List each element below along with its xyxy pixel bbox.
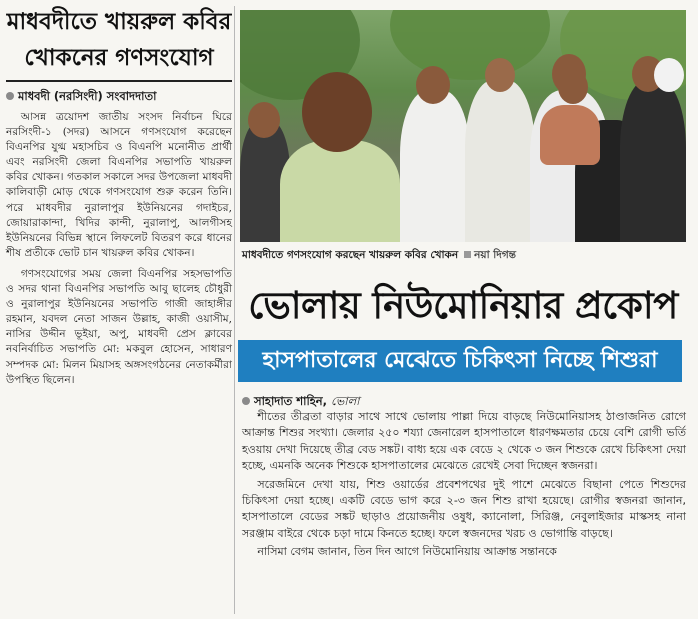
news-photo [240,10,686,242]
caption-text: মাধবদীতে গণসংযোগ করছেন খায়রুল কবির খোকন [242,249,459,261]
right-paragraph-3: নাসিমা বেগম জানান, তিন দিন আগে নিউমোনিয়ায় আক্রান্ত সন্তানকে [257,545,557,559]
left-headline: মাধবদীতে খায়রুল কবির খোকনের গণসংযোগ [6,8,232,71]
left-byline-text: মাধবদী (নরসিংদী) সংবাদদাতা [18,89,157,103]
subheadline-banner: হাসপাতালের মেঝেতে চিকিৎসা নিচ্ছে শিশুরা [238,340,682,382]
column-divider [234,6,235,614]
right-article-body [242,409,686,561]
bullet-icon [6,92,14,100]
headline-rule [6,80,232,82]
right-paragraph-1: শীতের তীব্রতা বাড়ার সাথে সাথে ভোলায় পাল্লা দিয়ে বাড়ছে নিউমোনিয়াসহ ঠাণ্ডাজনিত রোগে আক্রান্ত শিশুর সংখ্যা। জেলার ২৫০ শয্যা জেনারেল হাসপাতালে ধারণক্ষমতার চেয়ে বেশি রোগী ভর্তি হওয়ায় দেখা দিয়েছে তীব্র বেড সঙ্কট। বাধ্য হয়ে এক বেডে ২ থেকে ৩ জন শিশুকে রেখে চিকিৎসা দেয়া হচ্ছে, এমনকি অনেক শিশুকে হাসপাতালের মেঝেতে রেখেই সেবা দিচ্ছেন স্বজনরা। [242,410,686,473]
left-byline [6,88,232,107]
left-paragraph-1: আসন্ন ত্রয়োদশ জাতীয় সংসদ নির্বাচন ঘিরে নরসিংদী-১ (সদর) আসনে গণসংযোগ করেছেন বিএনপির যুগ্ম মহাসচিব ও বিএনপি মনোনীত প্রার্থী এবং নরসিংদী জেলা বিএনপির সভাপতি খায়রুল কবির খোকন। গতকাল সকালে সদর উপজেলা মাধবদী কালিবাড়ী মোড় থেকে গণসংযোগ শুরু করেন তিনি। পরে মাধবদীর নুরালাপুর ইউনিয়নের গদাইচর, জোয়ারাকান্দা, খিদির কান্দী, নুরালাপু, আলগীসহ ইউনিয়নের বিভিন্ন স্থানে লিফলেট বিতরণ করে ধানের শীষ প্রতীকে ভোট চান খায়রুল কবির খোকন। [6,111,232,259]
left-paragraph-2: গণসংযোগের সময় জেলা বিএনপির সহসভাপতি ও সদর থানা বিএনপির সভাপতি আবু ছালেহ চৌধুরী ও নুরালাপুর ইউনিয়নের সভাপতি গাজী জাহাঙ্গীর রহমান, যবদল নেতা সাজন উল্লাহ, কাজী ওয়াসীম, নাসির উদ্দীন ভূইয়া, অপু, মাধবদী প্রেস ক্লাবের নবনির্বাচিত সভাপতি মো: মকবুল হোসেন, সাধারণ সম্পদক মো: মিলন মিয়াসহ অঙ্গসংগঠনের নেতাকর্মীরা উপস্থিত ছিলেন। [6,267,232,386]
right-byline-name: সাহাদাত শাহিন, [254,394,328,408]
right-byline-place: ভোলা [331,394,360,408]
bullet-icon [242,397,250,405]
photo-source: নয়া দিগন্ত [474,249,516,261]
photo-caption [242,248,686,268]
square-bullet-icon [464,251,471,258]
left-article [6,4,232,616]
right-paragraph-2: সরেজমিনে দেখা যায়, শিশু ওয়ার্ডের প্রবেশপথের দুই পাশে মেঝেতে বিছানা পেতে শিশুদের চিকিৎসা দেয়া হচ্ছে। একটি বেডে ভাগ করে ২-৩ জন শিশু রাখা হয়েছে। রোগীর স্বজনরা জানান, হাসপাতালে বেডের সঙ্কট ছাড়াও প্রয়োজনীয় ওষুধ, ক্যানোলা, সিরিঞ্জ, নেবুলাইজার মাস্কসহ নানা সরঞ্জাম বাইরে থেকে চড়া দামে কিনতে হচ্ছে। ফলে স্বজনদের খরচ ও ভোগান্তি বাড়ছে। [242,477,686,540]
right-headline: ভোলায় নিউমোনিয়ার প্রকোপ [248,284,678,327]
